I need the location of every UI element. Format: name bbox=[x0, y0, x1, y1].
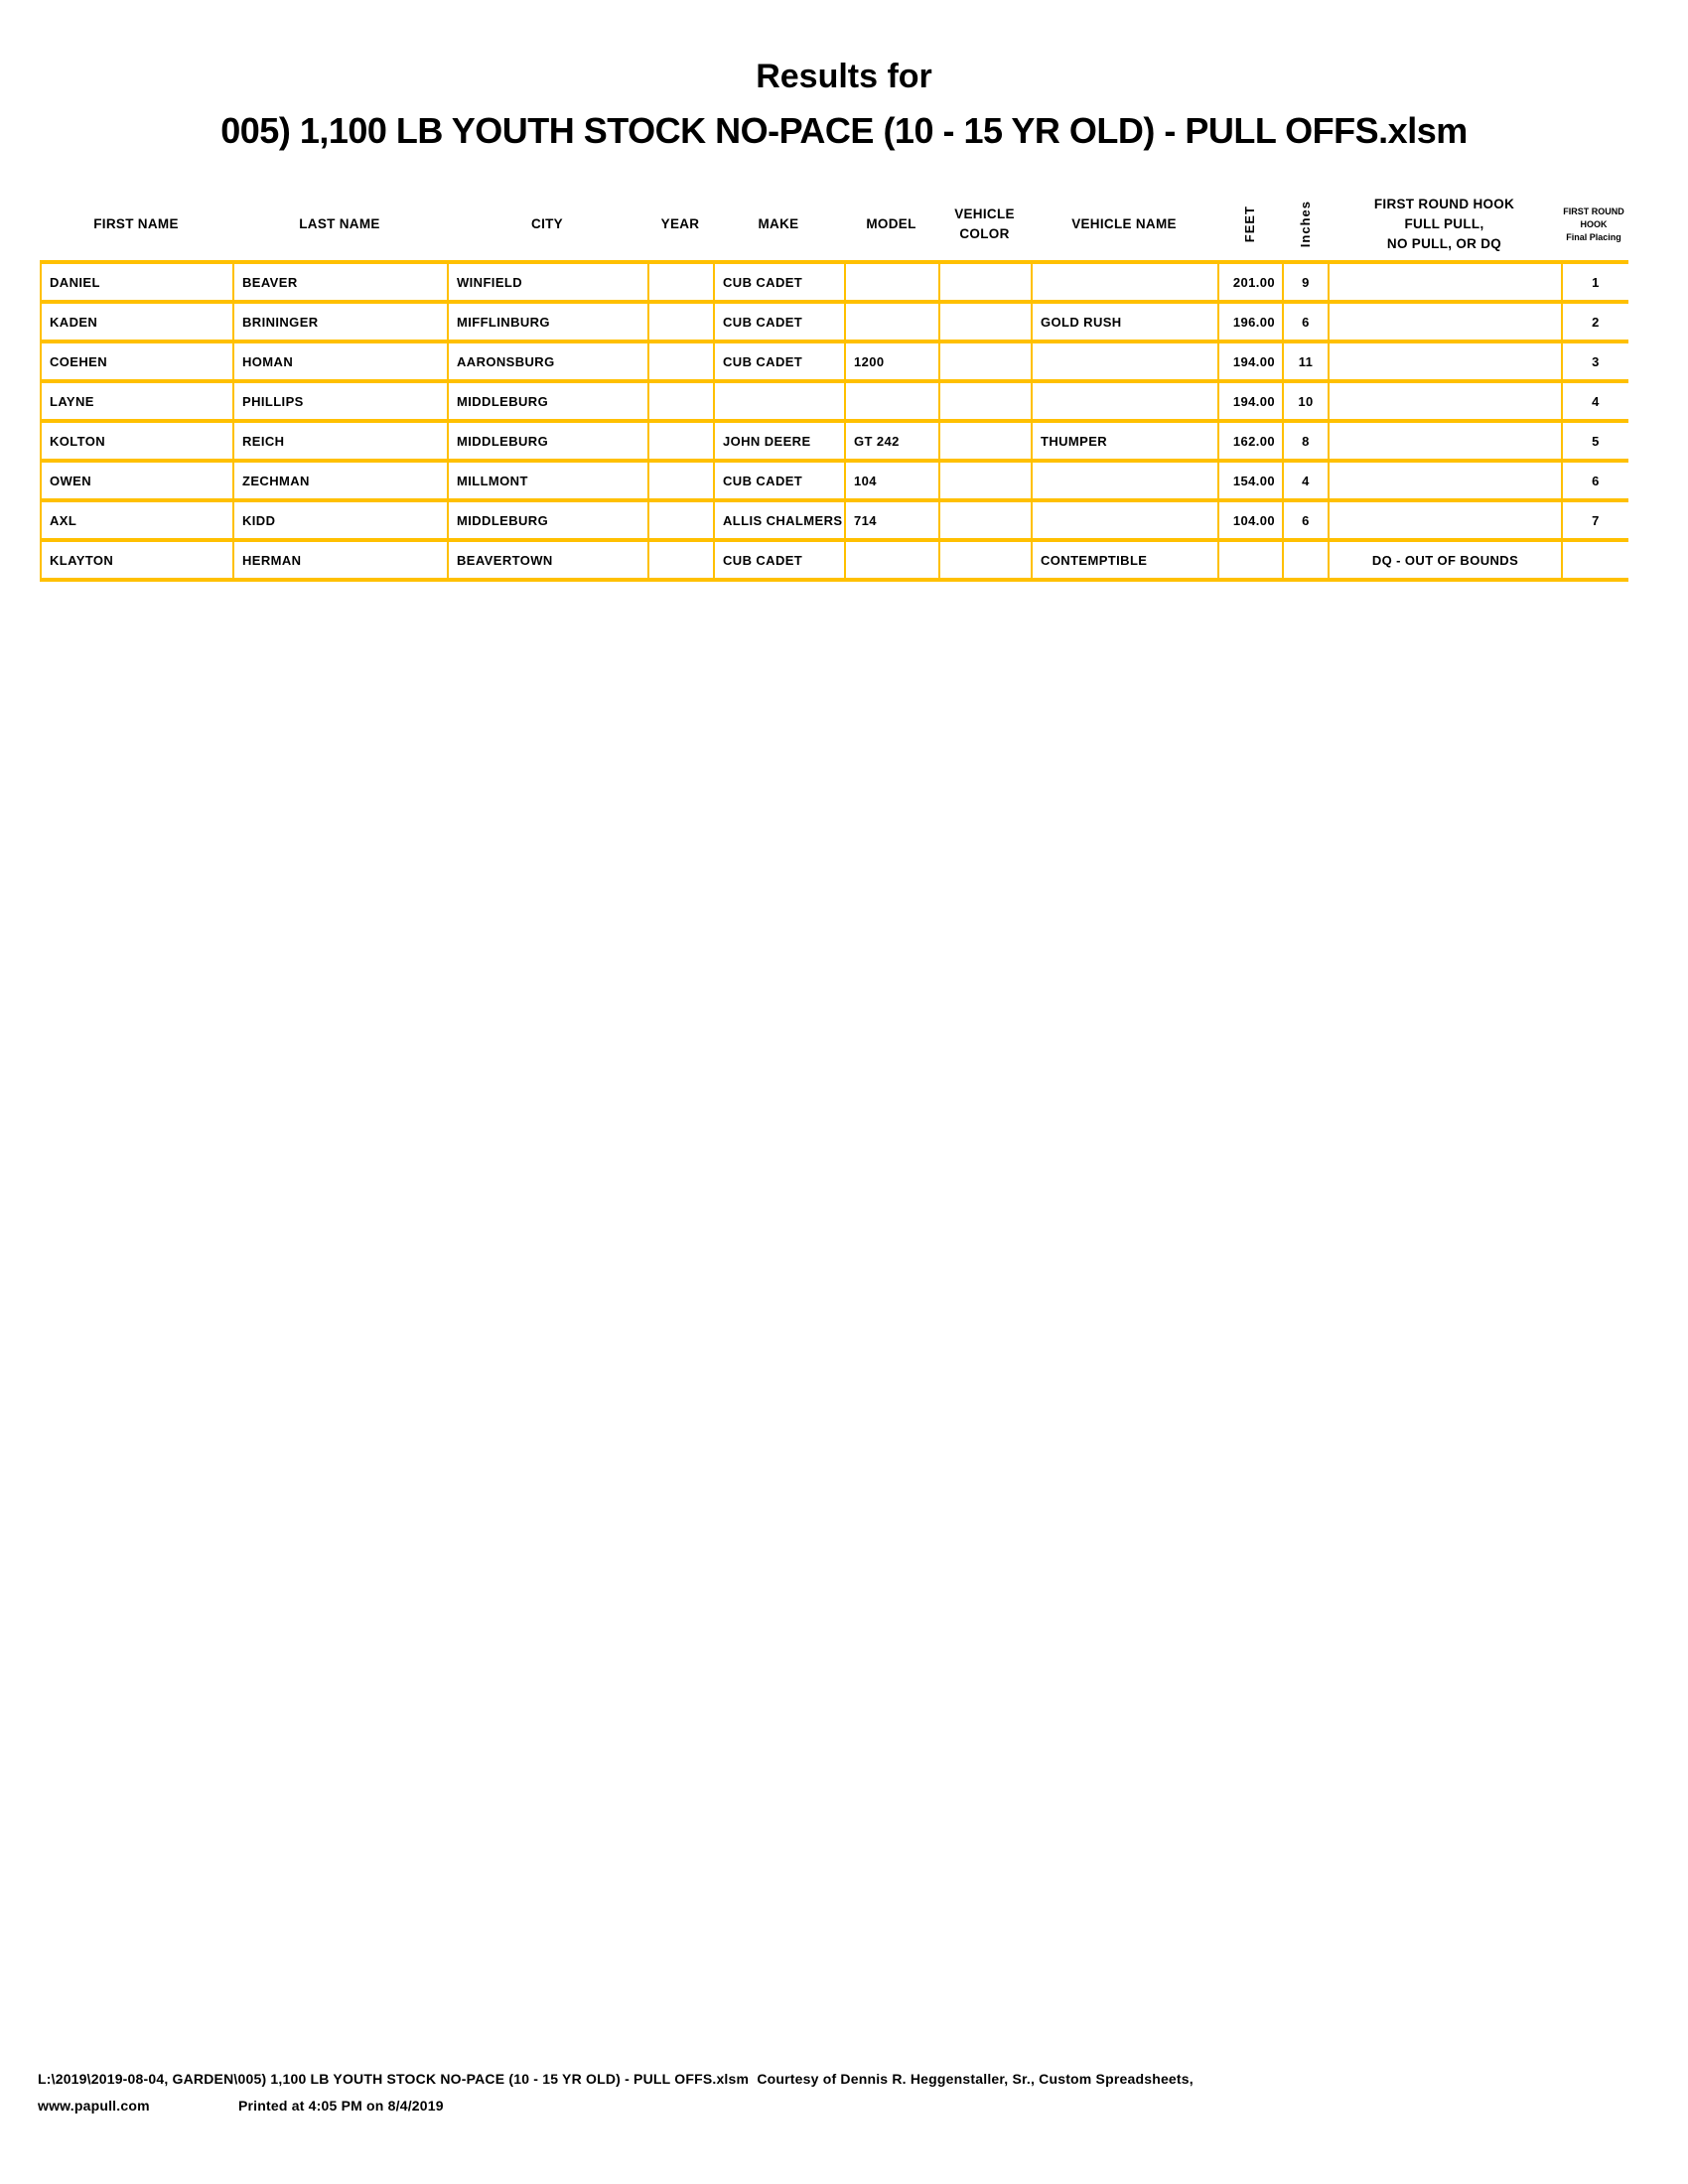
cell-inches: 8 bbox=[1284, 423, 1330, 463]
col-header-year bbox=[647, 189, 713, 260]
cell-year bbox=[649, 264, 715, 304]
col-header-vehicle-color bbox=[938, 189, 1031, 260]
table-row bbox=[42, 304, 1628, 343]
cell-year bbox=[649, 343, 715, 383]
col-header-last-name bbox=[232, 189, 447, 260]
table-header-row bbox=[40, 189, 1628, 260]
cell-first-round-hook bbox=[1330, 264, 1563, 304]
col-header-label: FIRST NAME bbox=[93, 216, 179, 231]
cell-year bbox=[649, 542, 715, 582]
cell-first-round-hook bbox=[1330, 383, 1563, 423]
col-header-label: MAKE bbox=[758, 216, 799, 231]
footer-printed-timestamp: Printed at 4:05 PM on 8/4/2019 bbox=[238, 2098, 444, 2114]
col-header-first-name bbox=[40, 189, 232, 260]
col-header-final-placing bbox=[1561, 189, 1626, 260]
cell-year bbox=[649, 383, 715, 423]
col-header-label: FIRST ROUND HOOK bbox=[1373, 197, 1515, 211]
footer-website: www.papull.com bbox=[38, 2098, 150, 2114]
cell-feet: 196.00 bbox=[1219, 304, 1284, 343]
cell-make: CUB CADET bbox=[715, 542, 846, 582]
cell-final-placing: 6 bbox=[1563, 463, 1628, 502]
cell-first-round-hook: DQ - OUT OF BOUNDS bbox=[1330, 542, 1563, 582]
cell-feet: 104.00 bbox=[1219, 502, 1284, 542]
col-header-label: Final Placing bbox=[1566, 231, 1621, 242]
cell-final-placing: 3 bbox=[1563, 343, 1628, 383]
cell-city: MIDDLEBURG bbox=[449, 383, 649, 423]
cell-model: 1200 bbox=[846, 343, 940, 383]
cell-city: MIFFLINBURG bbox=[449, 304, 649, 343]
col-header-label-rotated: Inches bbox=[1297, 201, 1313, 248]
col-header-label: CITY bbox=[531, 216, 563, 231]
cell-city: WINFIELD bbox=[449, 264, 649, 304]
cell-feet: 201.00 bbox=[1219, 264, 1284, 304]
cell-first-name: OWEN bbox=[42, 463, 234, 502]
col-header-label-rotated: FEET bbox=[1242, 205, 1257, 243]
cell-model bbox=[846, 304, 940, 343]
cell-make: ALLIS CHALMERS bbox=[715, 502, 846, 542]
cell-vehicle-color bbox=[940, 542, 1033, 582]
results-table bbox=[40, 260, 1628, 582]
cell-first-name: KOLTON bbox=[42, 423, 234, 463]
cell-first-name: COEHEN bbox=[42, 343, 234, 383]
cell-vehicle-name: THUMPER bbox=[1033, 423, 1219, 463]
cell-first-name: DANIEL bbox=[42, 264, 234, 304]
cell-model: 714 bbox=[846, 502, 940, 542]
cell-model bbox=[846, 264, 940, 304]
cell-first-round-hook bbox=[1330, 502, 1563, 542]
cell-final-placing: 1 bbox=[1563, 264, 1628, 304]
cell-first-name: AXL bbox=[42, 502, 234, 542]
cell-first-round-hook bbox=[1330, 343, 1563, 383]
cell-make: JOHN DEERE bbox=[715, 423, 846, 463]
cell-first-round-hook bbox=[1330, 304, 1563, 343]
cell-make: CUB CADET bbox=[715, 463, 846, 502]
cell-inches: 6 bbox=[1284, 304, 1330, 343]
cell-final-placing: 4 bbox=[1563, 383, 1628, 423]
col-header-city bbox=[447, 189, 647, 260]
col-header-make bbox=[713, 189, 844, 260]
table-row bbox=[42, 463, 1628, 502]
cell-first-round-hook bbox=[1330, 423, 1563, 463]
cell-inches: 11 bbox=[1284, 343, 1330, 383]
cell-feet: 194.00 bbox=[1219, 343, 1284, 383]
cell-feet: 194.00 bbox=[1219, 383, 1284, 423]
cell-year bbox=[649, 423, 715, 463]
col-header-label: MODEL bbox=[866, 216, 916, 231]
col-header-label: YEAR bbox=[660, 216, 700, 231]
col-header-label: COLOR bbox=[959, 226, 1010, 241]
cell-vehicle-name bbox=[1033, 343, 1219, 383]
cell-inches: 10 bbox=[1284, 383, 1330, 423]
col-header-inches bbox=[1282, 189, 1328, 260]
cell-year bbox=[649, 304, 715, 343]
cell-vehicle-color bbox=[940, 502, 1033, 542]
cell-make: CUB CADET bbox=[715, 264, 846, 304]
cell-vehicle-name bbox=[1033, 463, 1219, 502]
cell-last-name: HERMAN bbox=[234, 542, 449, 582]
col-header-label: FIRST ROUND bbox=[1563, 205, 1624, 216]
cell-vehicle-color bbox=[940, 304, 1033, 343]
cell-year bbox=[649, 502, 715, 542]
cell-city: MILLMONT bbox=[449, 463, 649, 502]
table-row bbox=[42, 343, 1628, 383]
cell-model bbox=[846, 542, 940, 582]
cell-first-round-hook bbox=[1330, 463, 1563, 502]
col-header-vehicle-name bbox=[1031, 189, 1217, 260]
cell-model: 104 bbox=[846, 463, 940, 502]
cell-year bbox=[649, 463, 715, 502]
cell-inches: 6 bbox=[1284, 502, 1330, 542]
cell-vehicle-name bbox=[1033, 502, 1219, 542]
cell-city: MIDDLEBURG bbox=[449, 423, 649, 463]
col-header-model bbox=[844, 189, 938, 260]
cell-last-name: PHILLIPS bbox=[234, 383, 449, 423]
cell-vehicle-color bbox=[940, 264, 1033, 304]
cell-make bbox=[715, 383, 846, 423]
cell-inches bbox=[1284, 542, 1330, 582]
cell-model bbox=[846, 383, 940, 423]
footer-line2 bbox=[38, 2098, 444, 2114]
table-row bbox=[42, 542, 1628, 582]
cell-first-name: LAYNE bbox=[42, 383, 234, 423]
col-header-first-round-hook bbox=[1328, 189, 1561, 260]
cell-vehicle-name: GOLD RUSH bbox=[1033, 304, 1219, 343]
cell-inches: 9 bbox=[1284, 264, 1330, 304]
table-row bbox=[42, 264, 1628, 304]
cell-first-name: KLAYTON bbox=[42, 542, 234, 582]
cell-last-name: BEAVER bbox=[234, 264, 449, 304]
table-row bbox=[42, 423, 1628, 463]
footer-file-path: L:\2019\2019-08-04, GARDEN\005) 1,100 LB YOUTH STOCK NO-PACE (10 - 15 YR OLD) - PULL OFFS.xlsm Courtesy of Dennis R. Heggenstaller, Sr., Custom Spreadsheets, bbox=[38, 2071, 1194, 2087]
page-subtitle-filename: 005) 1,100 LB YOUTH STOCK NO-PACE (10 - 15 YR OLD) - PULL OFFS.xlsm bbox=[220, 110, 1468, 151]
cell-last-name: ZECHMAN bbox=[234, 463, 449, 502]
col-header-label: HOOK bbox=[1580, 218, 1608, 229]
cell-make: CUB CADET bbox=[715, 304, 846, 343]
col-header-label: LAST NAME bbox=[299, 216, 380, 231]
cell-inches: 4 bbox=[1284, 463, 1330, 502]
cell-make: CUB CADET bbox=[715, 343, 846, 383]
cell-last-name: HOMAN bbox=[234, 343, 449, 383]
cell-final-placing: 2 bbox=[1563, 304, 1628, 343]
cell-feet bbox=[1219, 542, 1284, 582]
cell-model: GT 242 bbox=[846, 423, 940, 463]
col-header-label: VEHICLE NAME bbox=[1071, 216, 1177, 231]
cell-final-placing: 5 bbox=[1563, 423, 1628, 463]
cell-last-name: KIDD bbox=[234, 502, 449, 542]
col-header-feet bbox=[1217, 189, 1282, 260]
table-row bbox=[42, 383, 1628, 423]
cell-final-placing: 7 bbox=[1563, 502, 1628, 542]
cell-city: MIDDLEBURG bbox=[449, 502, 649, 542]
col-header-label: NO PULL, OR DQ bbox=[1386, 236, 1502, 251]
table-row bbox=[42, 502, 1628, 542]
cell-vehicle-name: CONTEMPTIBLE bbox=[1033, 542, 1219, 582]
cell-vehicle-color bbox=[940, 423, 1033, 463]
cell-vehicle-color bbox=[940, 463, 1033, 502]
cell-vehicle-name bbox=[1033, 383, 1219, 423]
cell-last-name: REICH bbox=[234, 423, 449, 463]
cell-final-placing bbox=[1563, 542, 1628, 582]
col-header-label: VEHICLE bbox=[954, 206, 1015, 221]
cell-first-name: KADEN bbox=[42, 304, 234, 343]
cell-vehicle-name bbox=[1033, 264, 1219, 304]
cell-city: AARONSBURG bbox=[449, 343, 649, 383]
cell-last-name: BRININGER bbox=[234, 304, 449, 343]
cell-vehicle-color bbox=[940, 343, 1033, 383]
page-title: Results for bbox=[756, 58, 932, 95]
cell-feet: 162.00 bbox=[1219, 423, 1284, 463]
cell-city: BEAVERTOWN bbox=[449, 542, 649, 582]
cell-feet: 154.00 bbox=[1219, 463, 1284, 502]
cell-vehicle-color bbox=[940, 383, 1033, 423]
col-header-label: FULL PULL, bbox=[1404, 216, 1484, 231]
